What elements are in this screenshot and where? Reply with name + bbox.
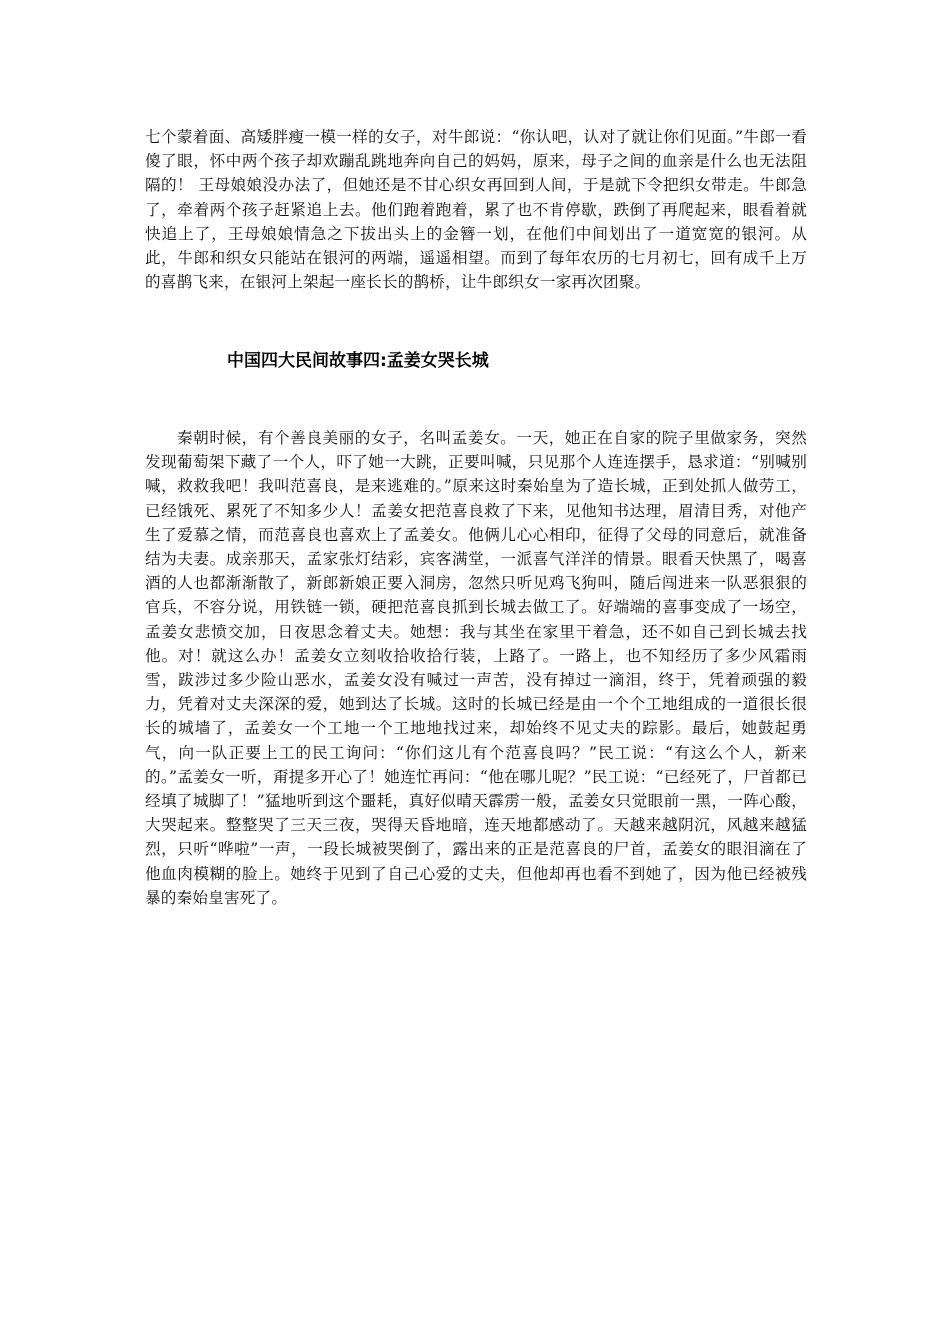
section-title: 中国四大民间故事四:孟姜女哭长城	[227, 351, 489, 371]
story-paragraph-meng-jiangnu: 秦朝时候，有个善良美丽的女子，名叫孟姜女。一天，她正在自家的院子里做家务，突然发现葡萄架下藏了一个人，吓了她一大跳，正要叫喊，只见那个人连连摆手，恳求道：“别喊别喊，救救我吧！我叫范喜良，是来逃难的。”原来这时秦始皇为了造长城，正到处抓人做劳工，已经饿死、累死了不知多少人！孟姜女把范喜良救了下来，见他知书达理，眉清目秀，对他产生了爱慕之情，而范喜良也喜欢上了孟姜女。他俩儿心心相印，征得了父母的同意后，就准备结为夫妻。成亲那天，孟家张灯结彩，宾客满堂，一派喜气洋洋的情景。眼看天快黑了，喝喜酒的人也都渐渐散了，新郎新娘正要入洞房，忽然只听见鸡飞狗叫，随后闯进来一队恶狠狠的官兵，不容分说，用铁链一锁，硬把范喜良抓到长城去做工了。好端端的喜事变成了一场空，孟姜女悲愤交加，日夜思念着丈夫。她想：我与其坐在家里干着急，还不如自己到长城去找他。对！就这么办！孟姜女立刻收拾收拾行装，上路了。一路上，也不知经历了多少风霜雨雪，跋涉过多少险山恶水，孟姜女没有喊过一声苦，没有掉过一滴泪，终于，凭着顽强的毅力，凭着对丈夫深深的爱，她到达了长城。这时的长城已经是由一个个工地组成的一道很长很长的城墙了，孟姜女一个工地一个工地地找过来，却始终不见丈夫的踪影。最后，她鼓起勇气，向一队正要上工的民工询问：“你们这儿有个范喜良吗？”民工说：“有这么个人，新来的。”孟姜女一听，甭提多开心了！她连忙再问：“他在哪儿呢？”民工说：“已经死了，尸首都已经填了城脚了！”猛地听到这个噩耗，真好似晴天霹雳一般，孟姜女只觉眼前一黑，一阵心酸，大哭起来。整整哭了三天三夜，哭得天昏地暗，连天地都感动了。天越来越阴沉，风越来越猛烈，只听“哗啦”一声，一段长城被哭倒了，露出来的正是范喜良的尸首，孟姜女的眼泪滴在了他血肉模糊的脸上。她终于见到了自己心爱的丈夫，但他却再也看不到她了，因为他已经被残暴的秦始皇害死了。	[145, 429, 807, 907]
story-paragraph-cowherd-ending: 七个蒙着面、高矮胖瘦一模一样的女子，对牛郎说：“你认吧，认对了就让你们见面。”牛郎一看傻了眼，怀中两个孩子却欢蹦乱跳地奔向自己的妈妈，原来，母子之间的血亲是什么也无法阻隔的！ 王母娘娘没办法了，但她还是不甘心织女再回到人间，于是就下令把织女带走。牛郎急了，牵着两个孩子赶紧追上去。他们跑着跑着，累了也不肯停歇，跌倒了再爬起来，眼看着就快追上了，王母娘娘情急之下拔出头上的金簪一划，在他们中间划出了一道宽宽的银河。从此，牛郎和织女只能站在银河的两端，遥遥相望。而到了每年农历的七月初七，回有成千上万的喜鹊飞来，在银河上架起一座长长的鹊桥，让牛郎织女一家再次团聚。	[145, 128, 807, 292]
